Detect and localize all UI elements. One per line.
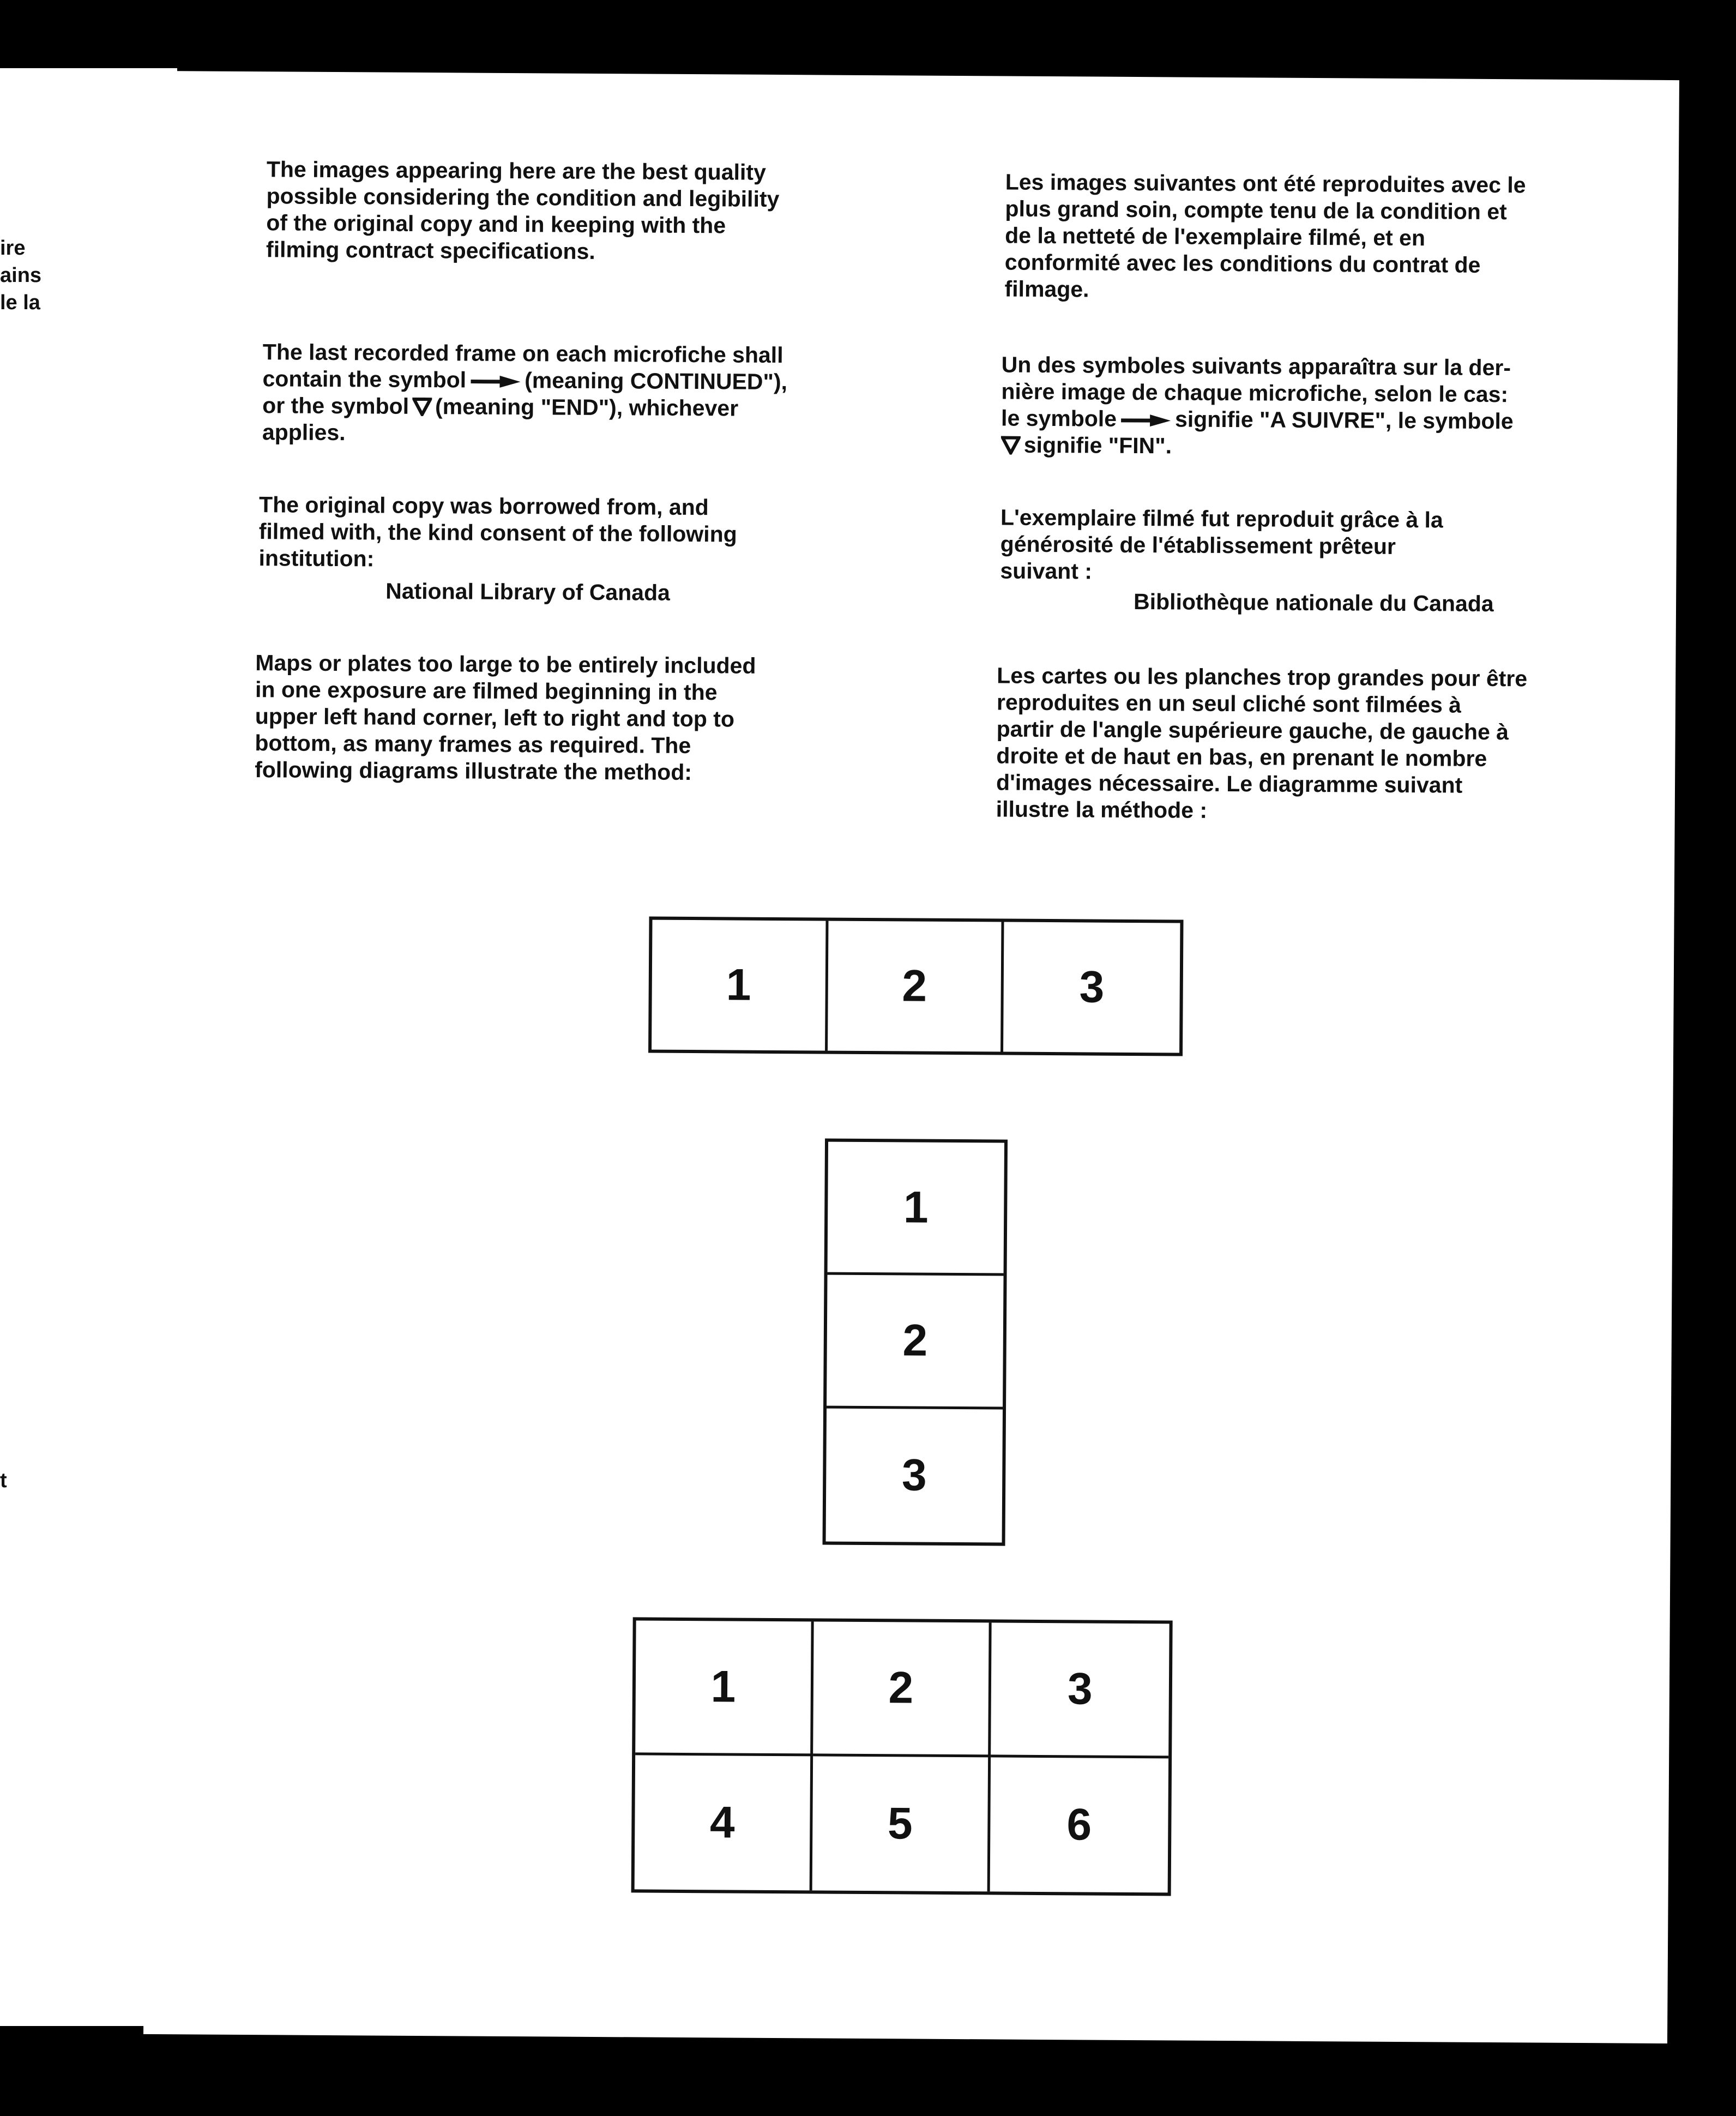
diagram-grid-cell: 1 (635, 1620, 813, 1756)
diagram-grid (631, 1617, 1173, 1896)
triangle-down-icon (1001, 436, 1021, 454)
left-fragment-char: t (0, 1469, 7, 1492)
fr-quality-paragraph: Les images suivantes ont été reproduites avec le plus grand soin, compte tenu de la condition et de la netteté de l'exemplaire filmé, et en conformité avec les conditions du contrat de filmage. (1004, 169, 1526, 302)
en-symbol-line-3-after: (meaning "END"), whichever (435, 394, 739, 421)
fr-maps-paragraph: Les cartes ou les planches trop grandes pour être reproduites en un seul cliché sont filmées à partir de l'angle supérieure gauche, de gauche à droite et de haut en bas, en prenant le nombre d'images nécessaire. Le diagramme suivant illustre la méthode : (996, 663, 1528, 823)
en-institution-paragraph: The original copy was borrowed from, and filmed with, the kind consent of the following institution: (258, 492, 737, 572)
en-symbol-line-2-after: (meaning CONTINUED"), (525, 368, 788, 395)
diagram-grid-cell: 4 (635, 1755, 813, 1890)
en-maps-paragraph: Maps or plates too large to be entirely included in one exposure are filmed beginning in the upper left hand corner, left to right and top to bottom, as many frames as required. The following diagrams illustrate the method: (255, 650, 756, 785)
diagram-grid-cell: 5 (812, 1756, 991, 1891)
diagram-horizontal-cell: 1 (652, 920, 828, 1051)
en-quality-paragraph: The images appearing here are the best quality possible considering the condition and legibility of the original copy and in keeping with the filming contract specifications. (266, 157, 780, 264)
arrow-right-icon (469, 375, 521, 389)
diagram-horizontal (648, 917, 1184, 1056)
left-fragment-line-1: ire (0, 237, 26, 260)
fr-symbol-line-3-before: le symbole (1001, 405, 1117, 431)
fr-institution-paragraph: L'exemplaire filmé fut reproduit grâce à la générosité de l'établissement prêteur suivant : (1000, 504, 1443, 584)
fr-institution-name: Bibliothèque nationale du Canada (1133, 588, 1494, 617)
fr-symbol-line-4-after: signifie "FIN". (1023, 432, 1172, 459)
fr-symbol-line-4 (1001, 431, 1172, 459)
fr-symbol-line-3-after: signifie "A SUIVRE", le symbole (1174, 406, 1514, 434)
fr-symbol-line-1: Un des symboles suivants apparaîtra sur la der- (1001, 352, 1511, 381)
en-symbol-line-2 (262, 365, 787, 395)
diagram-grid-cell: 2 (813, 1621, 991, 1757)
diagram-grid-cell: 6 (1066, 1800, 1092, 1850)
fr-symbol-line-3 (1001, 405, 1514, 435)
diagram-horizontal-cell: 2 (828, 921, 1004, 1052)
en-symbol-line-4: applies. (262, 419, 346, 446)
left-fragment-line-2: ains (0, 264, 42, 287)
diagram-vertical (823, 1139, 1008, 1546)
microfiche-target-page (143, 71, 1679, 2043)
diagram-vertical-cell: 3 (901, 1450, 927, 1500)
left-fragment-line-3: le la (0, 291, 40, 314)
en-symbol-line-2-before: contain the symbol (262, 366, 467, 393)
en-institution-name: National Library of Canada (385, 578, 671, 605)
en-symbol-line-3 (262, 392, 738, 422)
diagram-grid-cell: 3 (991, 1622, 1169, 1758)
triangle-down-icon (412, 398, 432, 416)
fr-symbol-line-2: nière image de chaque microfiche, selon le cas: (1001, 378, 1509, 407)
en-symbol-line-3-before: or the symbol (262, 393, 409, 419)
en-symbol-line-1: The last recorded frame on each microfiche shall (262, 339, 783, 368)
diagram-vertical-cell: 1 (828, 1142, 1004, 1276)
diagram-horizontal-cell: 3 (1079, 962, 1105, 1012)
diagram-vertical-cell: 2 (827, 1275, 1003, 1409)
arrow-right-icon (1120, 413, 1172, 428)
